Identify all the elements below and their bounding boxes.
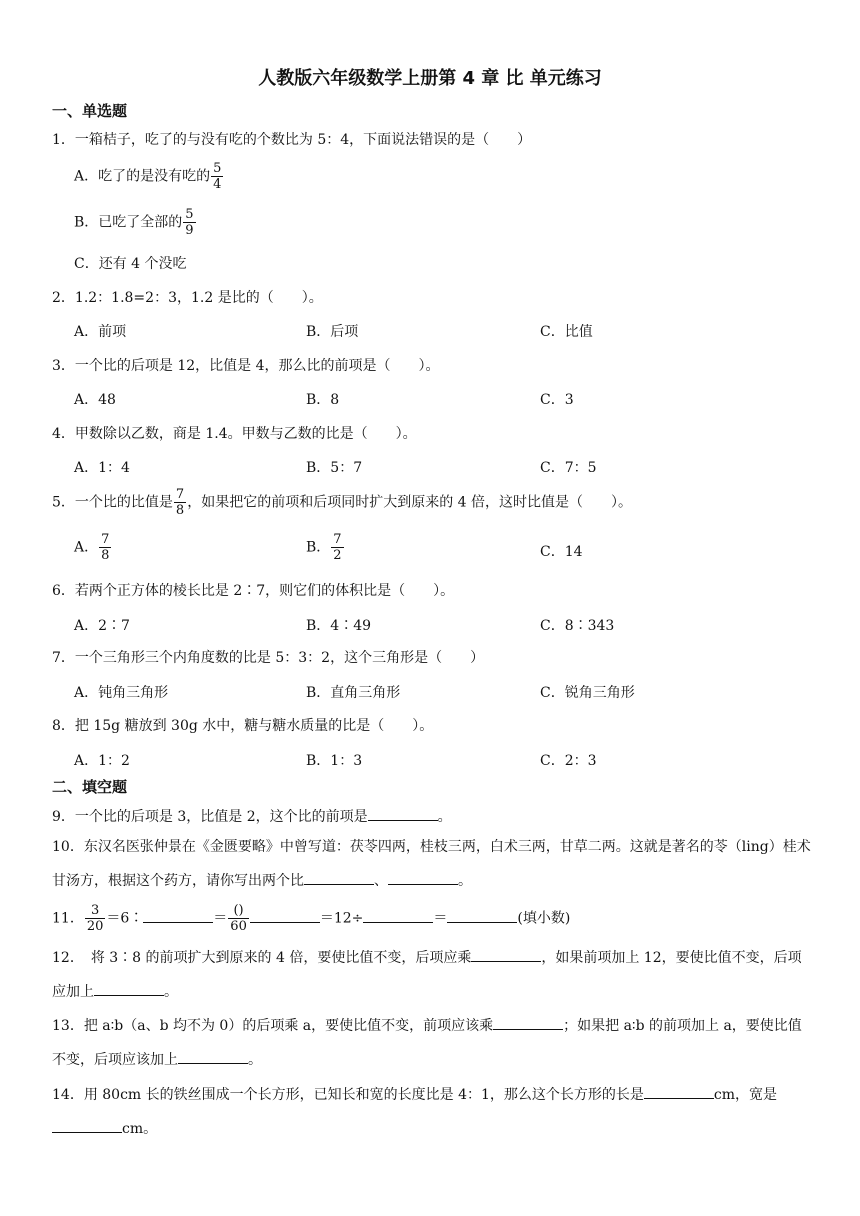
question-2: 2．1.2：1.8=2：3，1.2 是比的（ ）。 <box>52 290 323 306</box>
question-12: 12． 将 3∶8 的前项扩大到原来的 4 倍，要使比值不变，后项应乘 ，如果前项加上 12，要使比值不变，后项应加上 。 <box>52 941 812 1009</box>
option-b-text: B．已吃了全部的 <box>74 214 183 231</box>
answer-blank[interactable] <box>94 981 164 996</box>
question-3-option-b: B．8 <box>306 392 340 408</box>
answer-blank[interactable] <box>388 870 458 885</box>
question-5-text-post: ，如果把它的前项和后项同时扩大到原来的 4 倍，这时比值是（ ）。 <box>187 494 633 511</box>
fraction: $\frac{3}{20}$ <box>86 903 104 934</box>
question-4-option-c: C．7：5 <box>540 460 597 476</box>
question-11: 11． $\frac{3}{20}$ ＝6∶ ＝ $\frac{()}{60}$ ＝12÷ ＝ (填小数) <box>52 903 571 934</box>
question-1-option-b <box>74 208 197 237</box>
answer-blank[interactable] <box>447 908 517 923</box>
question-1: 1．一箱桔子，吃了的与没有吃的个数比为 5：4，下面说法错误的是（ ） <box>52 132 532 148</box>
question-6-option-a: A．2∶7 <box>74 618 130 634</box>
fraction: $\frac{7}{8}$ <box>101 532 110 563</box>
question-13: 13．把 a∶b（a、b 均不为 0）的后项乘 a，要使比值不变，前项应该乘 ；如果把 a∶b 的前项加上 a，要使比值不变，后项应该加上 。 <box>52 1009 812 1077</box>
question-3-option-a: A．48 <box>74 392 116 408</box>
fraction: $\frac{()}{60}$ <box>230 903 247 934</box>
question-7-option-c: C．锐角三角形 <box>540 685 635 701</box>
question-2-option-b: B．后项 <box>306 324 359 340</box>
question-3-option-c: C．3 <box>540 392 574 408</box>
question-1-option-a <box>74 162 224 191</box>
question-4: 4．甲数除以乙数，商是 1.4。甲数与乙数的比是（ ）。 <box>52 426 417 442</box>
question-6-option-b: B．4∶49 <box>306 618 372 634</box>
fraction: $\frac{7}{8}$ <box>175 487 185 518</box>
question-10: 10．东汉名医张仲景在《金匮要略》中曾写道：茯苓四两，桂枝三两，白术三两，甘草二两。这就是著名的苓（ling）桂术甘汤方，根据这个药方，请你写出两个比 、 。 <box>52 839 811 889</box>
fraction: $\frac{7}{2}$ <box>333 532 342 563</box>
question-8-option-b: B．1：3 <box>306 753 363 769</box>
question-5 <box>52 488 632 517</box>
question-14: 14．用 80cm 长的铁丝围成一个长方形，已知长和宽的长度比是 4：1，那么这个长方形的长是 cm，宽是cm。 <box>52 1078 812 1146</box>
question-5-text-pre: 5．一个比的比值是 <box>52 494 173 511</box>
question-1-option-c: C．还有 4 个没吃 <box>74 256 187 272</box>
question-3: 3．一个比的后项是 12，比值是 4，那么比的前项是（ ）。 <box>52 358 440 374</box>
answer-blank[interactable] <box>304 870 374 885</box>
question-8: 8．把 15g 糖放到 30g 水中，糖与糖水质量的比是（ ）。 <box>52 718 434 734</box>
question-9: 9．一个比的后项是 3，比值是 2，这个比的前项是 。 <box>52 806 452 826</box>
fraction: $\frac{5}{9}$ <box>185 207 194 238</box>
answer-blank[interactable] <box>178 1049 248 1064</box>
answer-blank[interactable] <box>368 806 438 821</box>
question-5-option-b: B． $\frac{7}{2}$ <box>306 532 342 563</box>
question-7-option-a: A．钝角三角形 <box>74 685 169 701</box>
answer-blank[interactable] <box>52 1118 122 1133</box>
section-heading-single-choice: 一、单选题 <box>52 102 128 120</box>
section-heading-fill-blank: 二、填空题 <box>52 778 128 796</box>
answer-blank[interactable] <box>143 908 213 923</box>
answer-blank[interactable] <box>493 1015 563 1030</box>
question-7: 7．一个三角形三个内角度数的比是 5：3：2，这个三角形是（ ） <box>52 650 485 666</box>
question-6: 6．若两个正方体的棱长比是 2∶7，则它们的体积比是（ ）。 <box>52 583 455 599</box>
question-4-option-a: A．1：4 <box>74 460 130 476</box>
answer-blank[interactable] <box>250 908 320 923</box>
answer-blank[interactable] <box>363 908 433 923</box>
answer-blank[interactable] <box>471 947 541 962</box>
question-5-option-a: A． $\frac{7}{8}$ <box>74 532 110 563</box>
question-4-option-b: B．5：7 <box>306 460 363 476</box>
question-2-option-a: A．前项 <box>74 324 127 340</box>
question-6-option-c: C．8∶343 <box>540 618 615 634</box>
fraction: $\frac{5}{4}$ <box>213 161 222 192</box>
question-8-option-c: C．2：3 <box>540 753 597 769</box>
question-7-option-b: B．直角三角形 <box>306 685 401 701</box>
option-a-text: A．吃了的是没有吃的 <box>74 168 211 185</box>
question-8-option-a: A．1：2 <box>74 753 130 769</box>
question-5-option-c: C．14 <box>540 544 583 560</box>
answer-blank[interactable] <box>644 1084 714 1099</box>
question-2-option-c: C．比值 <box>540 324 593 340</box>
page-title: 人教版六年级数学上册第 4 章 比 单元练习 <box>258 68 602 89</box>
